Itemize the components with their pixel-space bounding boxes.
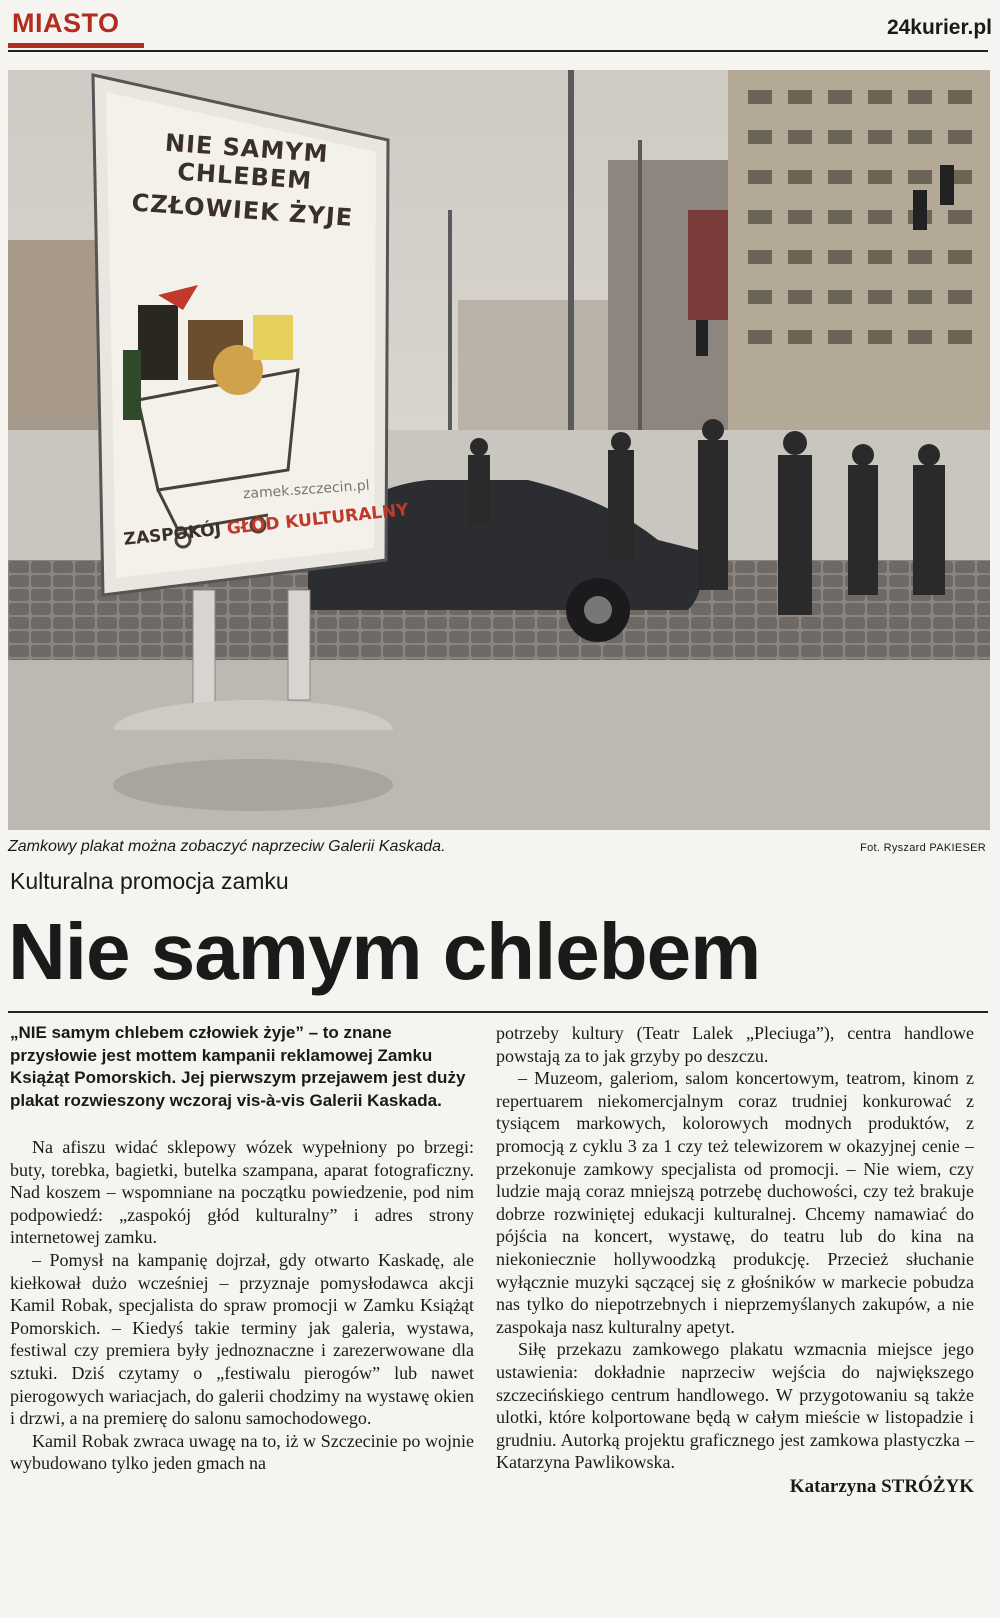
page-header [8,8,988,52]
poster-tagline-a: ZASPOKÓJ [122,519,223,550]
site-url: 24kurier.pl [886,16,992,39]
article-photo [8,70,990,830]
poster-url: zamek.szczecin.pl [242,477,371,503]
column-left [10,1022,474,1475]
article-kicker: Kulturalna promocja zamku [10,868,289,894]
center-building [458,300,618,430]
poster-line-1: NIE SAMYM CHLEBEM [164,128,330,195]
body-paragraph-continued: potrzeby kultury (Teatr Lalek „Pleciuga”), centra handlowe powstają za to jak grzyby po deszczu. [496,1023,974,1066]
article-headline: Nie samym chlebem [8,907,761,996]
traffic-light [913,190,927,230]
body-paragraph: Siłę przekazu zamkowego plakatu wzmacnia miejsce jego ustawienia: dokładnie naprzeciw wejścia do największego szczecińskiego centrum handlowego. W przygotowaniu są także ulotki, które kolportowane będą w całym mieście w listopadzie i grudniu. Autorką projektu graficznego jest zamkowa plastyczka – Katarzyna Pawlikowska. [496,1339,974,1473]
left-building [8,240,98,430]
body-paragraph: – Muzeom, galeriom, salom koncertowym, teatrom, kinom z repertuarem niekomercjalnym coraz trudniej konkurować z tysiącem markowych, kolorowych modnych produktów, z promocją z cyklu 3 za 1 czy też telewizorem w okazyjnej cenie – przekonuje zamkowy specjalista od promocji. – Nie wiem, czy ludzie mają coraz mniejszą potrzebę duchowości, czy też brakuje dobrze rozwiniętej edukacji kulturalnej. Chcemy namawiać do pójścia na koncert, wystawę, do teatru lub do kina na niekoniecznie hollywoodzką produkcję. Przecież słuchanie wyłącznie muzyki sączącej się z głośników w markecie pobudza nas tylko do niepotrzebnych i nieprzemyślanych zakupów, a nie zaspokaja nasz kulturalny apetyt. [496,1068,974,1337]
body-paragraph: Kamil Robak zwraca uwagę na to, iż w Szczecinie po wojnie wybudowano tylko jeden gmach na [10,1430,474,1474]
traffic-light [696,320,708,356]
article-lead: „NIE samym chlebem człowiek żyje” – to znane przysłowie jest mottem kampanii reklamowej Zamku Książąt Pomorskich. Jej pierwszym przejawem jest duży plakat rozwieszony wczoraj vis-à-vis Galerii Kaskada. [10,1023,466,1110]
photo-caption: Zamkowy plakat można zobaczyć naprzeciw Galerii Kaskada. [8,838,446,855]
poster-line-2: CZŁOWIEK ŻYJE [130,188,354,232]
traffic-light [940,165,954,205]
poster-tagline-b: GŁÓD KULTURALNY [225,500,410,540]
headline-rule [8,1011,988,1013]
building-banner [688,210,733,320]
section-label: MIASTO [12,8,120,38]
body-paragraph: Na afiszu widać sklepowy wózek wypełniony po brzegi: buty, torebka, bagietki, butelka szampana, aparat fotograficzny. Nad koszem – wspomniane na początku powiedzenie, pod nim podpowiedź: „zaspokój głód kulturalny” i adres strony internetowej zamku. [10,1137,474,1248]
poster-text [107,125,383,234]
photo-credit: Fot. Ryszard PAKIESER [860,842,986,854]
article-byline: Katarzyna STRÓŻYK [789,1475,974,1497]
body-paragraph: – Pomysł na kampanię dojrzał, gdy otwarto Kaskadę, ale kiełkował dużo wcześniej – przyznaje pomysłodawca akcji Kamil Robak, specjalista do spraw promocji w Zamku Książąt Pomorskich. – Kiedyś takie terminy jak galeria, wystawa, festiwal czy premiera były jednoznaczne i zarezerwowane dla sztuki. Dziś czytamy o „festiwalu pierogów” lub nawet pierogowych wariacjach, do galerii chodzimy na wystawę okien i drzwi, a na premierę do salonu samochodowego. [10,1249,474,1429]
section-underline [8,43,144,48]
column-right [496,1022,974,1498]
